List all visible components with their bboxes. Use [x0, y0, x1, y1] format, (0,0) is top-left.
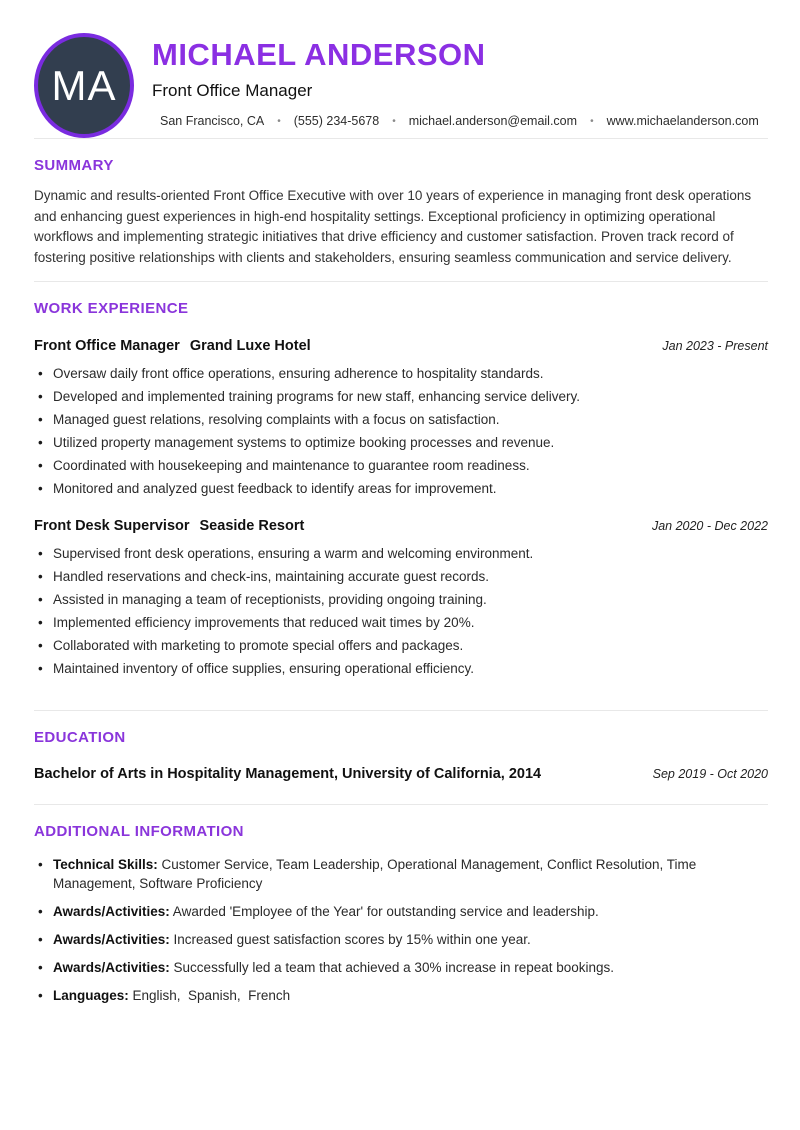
- job-bullet: • Utilized property management systems to optimize booking processes and revenue.: [34, 435, 768, 451]
- additional-item: [34, 930, 768, 949]
- work-experience-heading: WORK EXPERIENCE: [34, 300, 189, 318]
- job-company: Seaside Resort: [199, 518, 305, 535]
- work-experience-section: [34, 282, 768, 710]
- contact-item: www.michaelanderson.com: [606, 114, 759, 129]
- avatar-initials: MA: [51, 61, 117, 109]
- summary-heading: SUMMARY: [34, 157, 114, 174]
- education-entry: [34, 766, 768, 782]
- education-degree: Bachelor of Arts in Hospitality Management, University of California, 2014: [34, 766, 542, 783]
- additional-item: [34, 855, 768, 893]
- additional-item: [34, 902, 768, 921]
- resume-header: [34, 0, 768, 138]
- contact-separator: •: [590, 115, 594, 127]
- job-bullet: • Monitored and analyzed guest feedback to identify areas for improvement.: [34, 481, 768, 497]
- additional-item-text: English, Spanish, French: [128, 988, 291, 1004]
- job-entry: [34, 338, 768, 497]
- avatar: [34, 33, 134, 138]
- job-bullets: [34, 366, 768, 497]
- job-header: [34, 338, 768, 354]
- job-entry: [34, 518, 768, 677]
- additional-item-label: Technical Skills:: [53, 857, 158, 873]
- job-dates: Jan 2023 - Present: [662, 339, 768, 354]
- education-dates: Sep 2019 - Oct 2020: [652, 767, 768, 782]
- job-bullet: • Coordinated with housekeeping and maintenance to guarantee room readiness.: [34, 458, 768, 474]
- summary-text: Dynamic and results-oriented Front Office Executive with over 10 years of experience in managing front desk operations and enhancing guest experiences in high-end hospitality settings. Exceptional proficiency in optimizing operational workflows and implementing strategic initiatives that drive efficiency and customer satisfaction. Proven track record of fostering positive relationships with clients and stakeholders, ensuring seamless communication and service delivery.: [34, 188, 752, 265]
- additional-item-label: Awards/Activities:: [53, 904, 170, 920]
- additional-item-text: Awarded 'Employee of the Year' for outstanding service and leadership.: [169, 904, 599, 920]
- additional-list: [34, 855, 768, 1005]
- job-bullet: • Oversaw daily front office operations, ensuring adherence to hospitality standards.: [34, 366, 768, 382]
- additional-item: [34, 986, 768, 1005]
- contact-separator: •: [277, 115, 281, 127]
- job-dates: Jan 2020 - Dec 2022: [651, 519, 768, 534]
- job-bullet: • Collaborated with marketing to promote special offers and packages.: [34, 638, 768, 654]
- header-text-block: [152, 33, 759, 128]
- job-position: Front Desk Supervisor: [34, 518, 190, 535]
- job-company: Grand Luxe Hotel: [189, 338, 311, 355]
- job-header: [34, 518, 768, 534]
- job-bullet: • Developed and implemented training programs for new staff, enhancing service delivery.: [34, 389, 768, 405]
- job-bullet: • Assisted in managing a team of receptionists, providing ongoing training.: [34, 592, 768, 608]
- candidate-name: MICHAEL ANDERSON: [152, 37, 486, 72]
- additional-information-heading: ADDITIONAL INFORMATION: [34, 823, 244, 841]
- additional-item: [34, 958, 768, 977]
- job-bullet: • Implemented efficiency improvements that reduced wait times by 20%.: [34, 615, 768, 631]
- additional-item-label: Awards/Activities:: [53, 960, 170, 976]
- jobs: [34, 338, 768, 677]
- additional-item-label: Awards/Activities:: [53, 932, 170, 948]
- additional-item-text: Successfully led a team that achieved a 30% increase in repeat bookings.: [169, 960, 615, 976]
- additional-item-text: Increased guest satisfaction scores by 15% within one year.: [169, 932, 531, 948]
- contact-item: michael.anderson@email.com: [408, 114, 578, 129]
- education-section: [34, 711, 768, 804]
- summary-section: [34, 139, 768, 268]
- contact-item: San Francisco, CA: [160, 114, 265, 129]
- contact-row: [160, 114, 759, 128]
- additional-item-label: Languages:: [53, 988, 129, 1004]
- job-position: Front Office Manager: [34, 338, 180, 355]
- job-bullets: [34, 546, 768, 677]
- education-heading: EDUCATION: [34, 729, 126, 747]
- job-bullet: • Maintained inventory of office supplies, ensuring operational efficiency.: [34, 661, 768, 677]
- contact-item: (555) 234-5678: [293, 114, 380, 129]
- job-bullet: • Managed guest relations, resolving complaints with a focus on satisfaction.: [34, 412, 768, 428]
- candidate-job-title: Front Office Manager: [152, 81, 313, 101]
- additional-information-section: [34, 805, 768, 1005]
- additional-item-text: Customer Service, Team Leadership, Operational Management, Conflict Resolution, Time Management, Software Proficiency: [53, 857, 701, 892]
- job-bullet: • Supervised front desk operations, ensuring a warm and welcoming environment.: [34, 546, 768, 562]
- contact-separator: •: [392, 115, 396, 127]
- job-bullet: • Handled reservations and check-ins, maintaining accurate guest records.: [34, 569, 768, 585]
